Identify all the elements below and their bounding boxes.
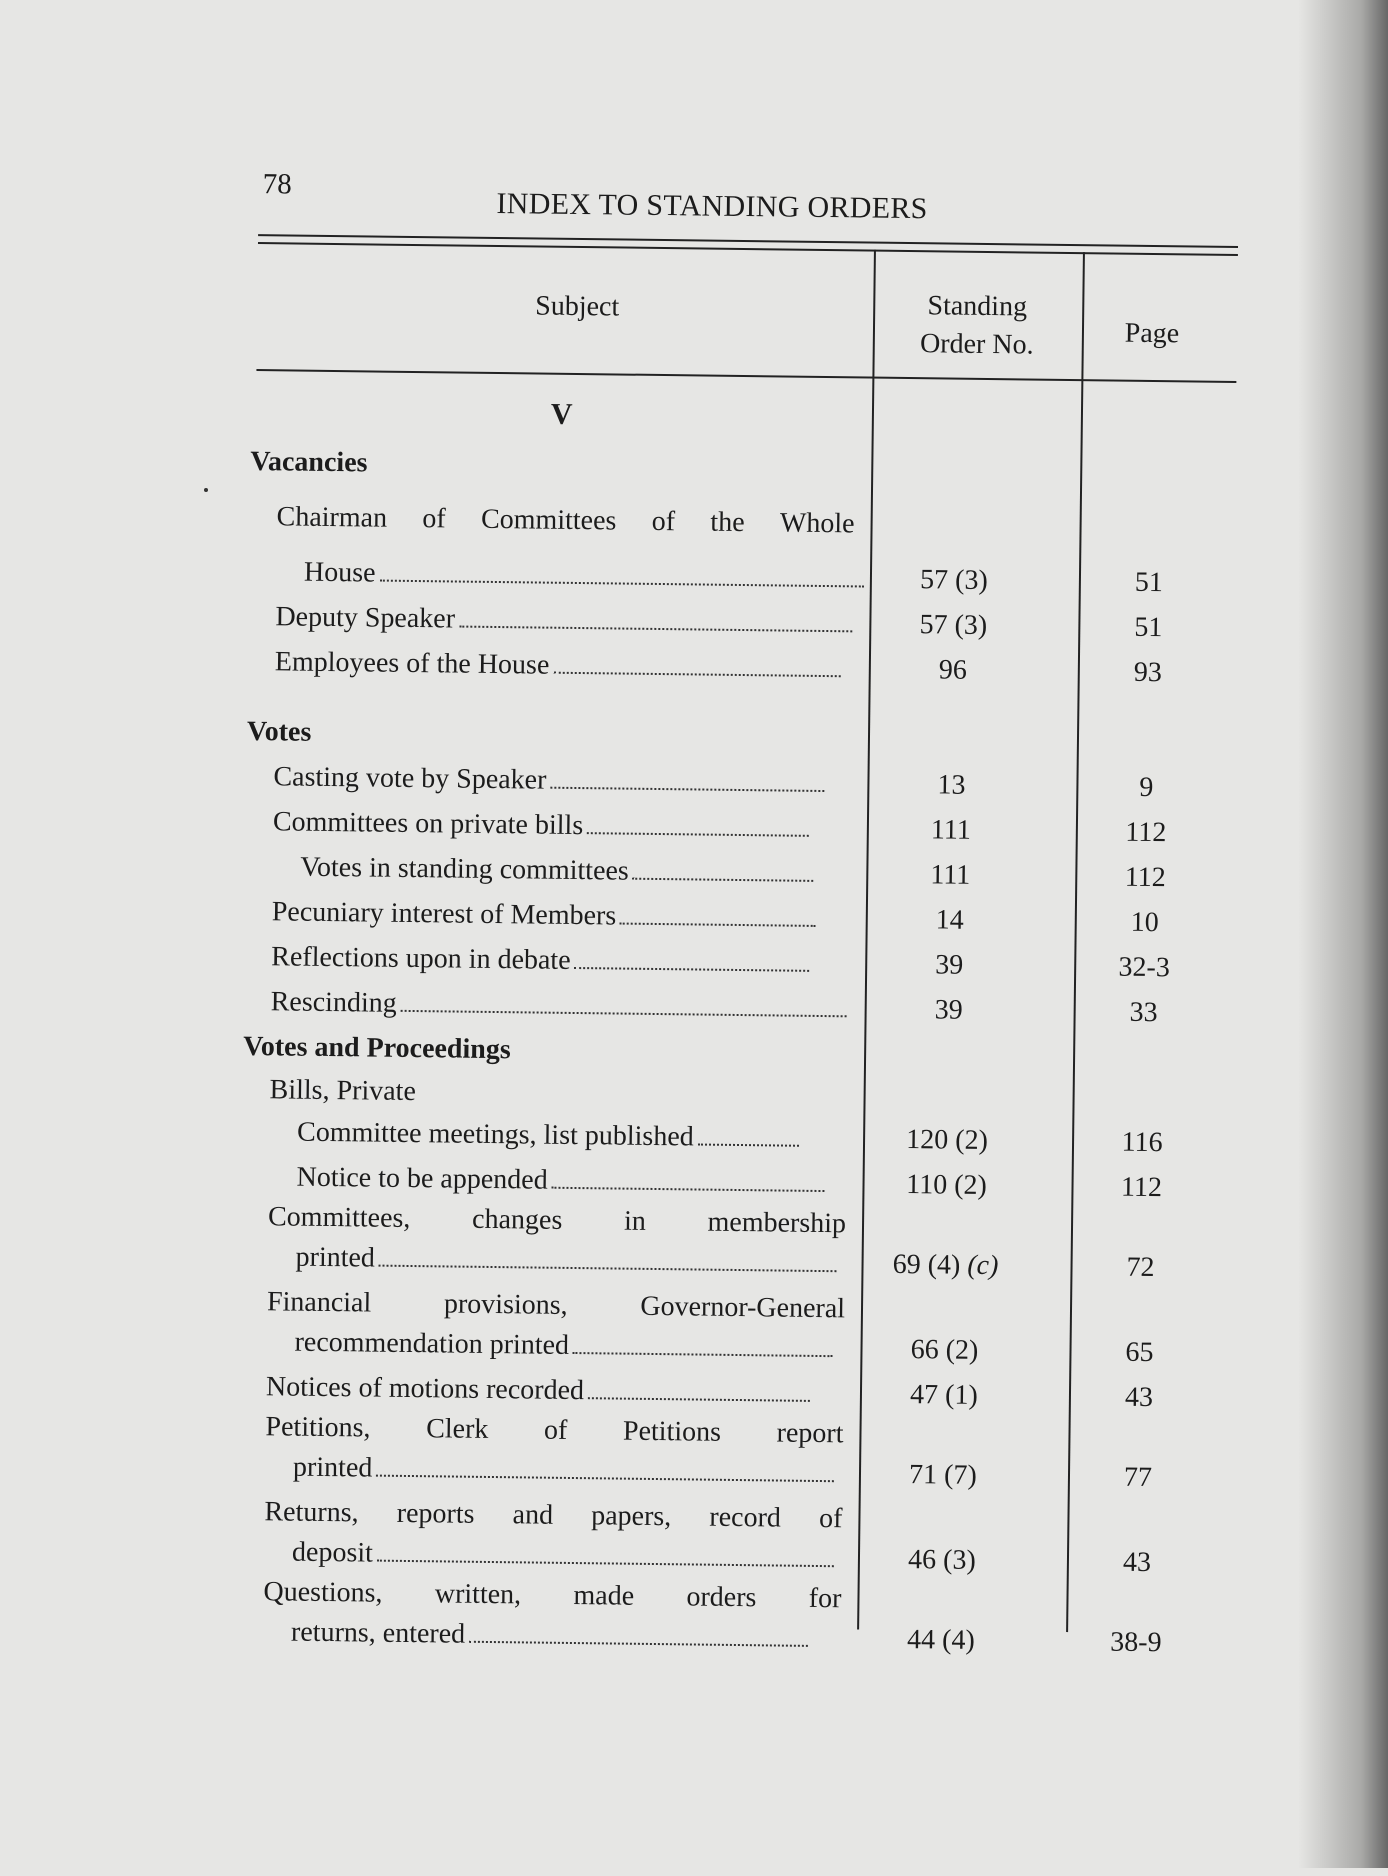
- stray-mark: [204, 488, 208, 492]
- entry-word: Whole: [779, 507, 855, 540]
- entry-subject: [270, 984, 846, 1027]
- column-header-standing-order: [877, 287, 1078, 365]
- heading-text: [243, 1029, 511, 1068]
- entry-text: House: [303, 556, 376, 589]
- entry-subject: [275, 644, 841, 687]
- entry-word: report: [776, 1417, 844, 1450]
- entry-subject: [294, 1325, 832, 1368]
- standing-order-number: 57 (3): [919, 609, 988, 641]
- entry-text: Deputy Speaker: [275, 601, 456, 635]
- entry-text: Reflections upon in debate: [271, 941, 571, 976]
- column-divider-1: [857, 250, 876, 1630]
- entry-text: Rescinding: [270, 986, 397, 1019]
- leader-dots: [553, 666, 841, 678]
- entry-word: for: [808, 1582, 842, 1615]
- leader-dots: [401, 1004, 847, 1017]
- standing-order-number: 46 (3): [907, 1544, 976, 1576]
- entry-text: Vacancies: [250, 445, 368, 479]
- index-heading: [6, 441, 1388, 479]
- standing-order-number: 120 (2): [906, 1124, 989, 1157]
- column-header-standing-order-line1: Standing: [927, 290, 1028, 323]
- heading-text: [247, 714, 312, 751]
- entry-subject: [263, 1574, 841, 1617]
- page-reference: 116: [1121, 1126, 1163, 1159]
- entry-word: of: [543, 1414, 568, 1446]
- entry-text: Committee meetings, list published: [296, 1116, 694, 1153]
- leader-dots: [379, 1259, 837, 1273]
- entry-word: Questions,: [263, 1576, 383, 1609]
- entry-text: Votes: [246, 715, 312, 748]
- entry-word: Chairman: [276, 501, 388, 534]
- standing-order-number: 39: [934, 994, 963, 1026]
- entry-text: Bills, Private: [269, 1074, 417, 1108]
- leader-dots: [552, 1181, 825, 1192]
- entry-text: Votes and Proceedings: [242, 1030, 511, 1066]
- entry-text: Notices of motions recorded: [265, 1371, 585, 1407]
- entry-word: in: [623, 1205, 647, 1237]
- page-reference: 33: [1129, 996, 1158, 1029]
- entry-subject: [264, 1494, 842, 1537]
- heading-text: [250, 444, 368, 481]
- standing-order-number: 57 (3): [919, 564, 988, 597]
- standing-order-italic: (c): [967, 1249, 999, 1282]
- entry-word: Governor-General: [640, 1290, 846, 1325]
- standing-order-number: 111: [930, 814, 972, 846]
- entry-text: recommendation printed: [294, 1326, 570, 1361]
- entry-subject: [267, 1284, 845, 1327]
- leader-dots: [698, 1138, 799, 1147]
- entry-word: papers,: [591, 1500, 672, 1533]
- column-header-subject: Subject: [535, 290, 620, 323]
- standing-order-number: 71 (7): [908, 1459, 978, 1491]
- page-reference: 112: [1124, 861, 1166, 894]
- leader-dots: [633, 872, 813, 882]
- index-entry: [2, 756, 1388, 804]
- entry-word: changes: [471, 1203, 563, 1236]
- page-reference: 77: [1123, 1461, 1153, 1494]
- index-entry: [4, 551, 1388, 599]
- page-number: 78: [262, 168, 292, 201]
- page-reference: 43: [1122, 1546, 1152, 1579]
- leader-dots: [573, 1346, 833, 1357]
- page-reference: 112: [1125, 816, 1167, 849]
- index-entry: [0, 1069, 1386, 1108]
- entry-word: of: [651, 505, 676, 538]
- entry-text: printed: [295, 1241, 376, 1274]
- page-reference: 32-3: [1118, 951, 1171, 984]
- page-reference: 93: [1133, 656, 1162, 689]
- entry-subject: [292, 1535, 835, 1578]
- column-header-standing-order-line2: Order No.: [919, 328, 1034, 361]
- leader-dots: [376, 1469, 834, 1483]
- entry-subject: [273, 759, 825, 802]
- entry-word: written,: [434, 1578, 522, 1611]
- entry-subject: [297, 1115, 799, 1157]
- entry-word: Petitions,: [265, 1411, 371, 1444]
- standing-order-number: 96: [938, 654, 968, 686]
- entry-word: record: [709, 1501, 782, 1534]
- entry-text: printed: [292, 1451, 373, 1484]
- index-entry: [5, 496, 1388, 540]
- entry-subject: [268, 1199, 846, 1242]
- entry-subject: [265, 1409, 843, 1452]
- entry-text: deposit: [291, 1536, 374, 1569]
- standing-order-number: 111: [930, 859, 971, 891]
- entry-word: Committees: [480, 503, 617, 537]
- page-reference: 51: [1134, 566, 1164, 599]
- entry-word: made: [573, 1580, 635, 1612]
- entry-subject: [269, 1072, 416, 1110]
- entry-word: orders: [686, 1581, 757, 1614]
- leader-dots: [588, 1391, 810, 1402]
- column-divider-2: [1066, 252, 1085, 1632]
- page-reference: 112: [1120, 1171, 1163, 1204]
- entry-text: Casting vote by Speaker: [273, 761, 547, 796]
- entry-subject: [291, 1615, 808, 1657]
- entry-subject: [296, 1160, 824, 1202]
- entry-word: provisions,: [443, 1288, 568, 1321]
- entry-word: reports: [396, 1497, 475, 1530]
- entry-word: and: [512, 1499, 554, 1531]
- page-reference: 38-9: [1110, 1626, 1162, 1659]
- entry-subject: [275, 599, 852, 642]
- entry-text: Notice to be appended: [296, 1161, 548, 1196]
- entry-text: Employees of the House: [274, 646, 550, 681]
- leader-dots: [377, 1554, 835, 1568]
- entry-text: Pecuniary interest of Members: [271, 896, 617, 932]
- standing-order-number: 110 (2): [906, 1169, 988, 1202]
- standing-order-number: 47 (1): [909, 1379, 978, 1411]
- entry-word: of: [818, 1503, 843, 1535]
- entry-text: Votes in standing committees: [300, 851, 629, 887]
- standing-order-number: 44 (4): [906, 1624, 975, 1656]
- entry-word: Clerk: [425, 1413, 489, 1445]
- standing-order-number: 39: [935, 949, 964, 981]
- leader-dots: [469, 1635, 808, 1647]
- entry-word: Financial: [266, 1286, 372, 1319]
- leader-dots: [379, 574, 863, 588]
- header-bottom-rule: [256, 369, 1236, 383]
- page-reference: 10: [1130, 906, 1159, 939]
- entry-subject: [300, 850, 813, 892]
- page-reference: 9: [1139, 771, 1154, 804]
- entry-subject: [271, 939, 810, 982]
- entry-subject: [304, 555, 864, 598]
- entry-word: the: [710, 506, 745, 539]
- entry-subject: [266, 1369, 810, 1412]
- standing-order-number: 14: [935, 904, 964, 936]
- running-head: INDEX TO STANDING ORDERS: [496, 186, 928, 226]
- entry-word: membership: [707, 1206, 847, 1240]
- leader-dots: [459, 620, 852, 633]
- page-reference: 65: [1125, 1336, 1154, 1369]
- entry-word: Returns,: [264, 1496, 359, 1529]
- entry-text: returns, entered: [290, 1616, 466, 1650]
- standing-order-number: 13: [937, 769, 966, 801]
- leader-dots: [620, 917, 815, 927]
- page-reference: 43: [1124, 1381, 1154, 1414]
- entry-subject: [272, 894, 816, 937]
- standing-order-number: 66 (2): [910, 1334, 979, 1366]
- entry-subject: [293, 1450, 834, 1493]
- index-heading: [2, 711, 1388, 748]
- standing-order-main: 69 (4): [892, 1248, 968, 1281]
- leader-dots: [587, 826, 809, 837]
- standing-order-number: [865, 1247, 1025, 1285]
- page-reference: 72: [1126, 1251, 1155, 1284]
- entry-subject: [276, 499, 854, 542]
- entry-word: of: [422, 503, 446, 535]
- column-header-page: Page: [1124, 317, 1180, 350]
- index-entry: [0, 1111, 1385, 1159]
- page-reference: 51: [1134, 611, 1163, 644]
- leader-dots: [550, 781, 824, 792]
- section-letter: V: [550, 397, 573, 431]
- entry-word: Committees,: [267, 1201, 411, 1234]
- leader-dots: [575, 961, 810, 972]
- top-rule: [258, 234, 1238, 248]
- entry-subject: [273, 804, 809, 847]
- entry-subject: [295, 1240, 836, 1283]
- entry-word: Petitions: [622, 1415, 722, 1448]
- entry-text: Committees on private bills: [272, 806, 584, 842]
